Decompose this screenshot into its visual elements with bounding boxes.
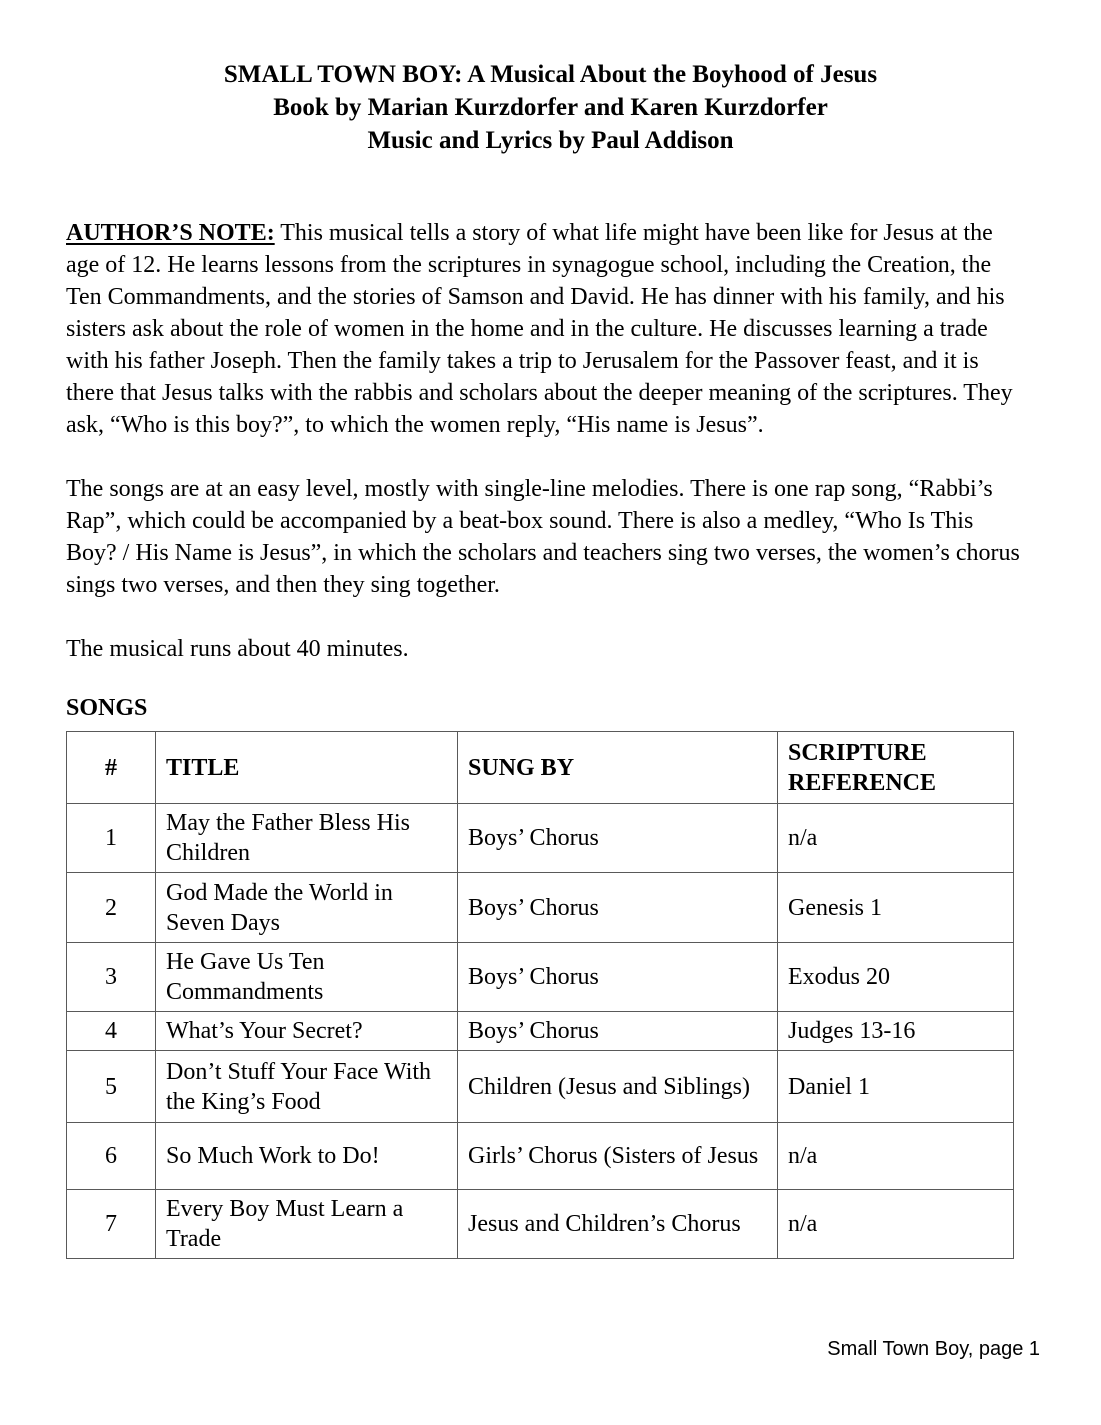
header-title: TITLE	[156, 732, 458, 804]
header-scripture-reference: SCRIPTURE REFERENCE	[778, 732, 1014, 804]
document-title-line-3: Music and Lyrics by Paul Addison	[367, 127, 734, 154]
song-number: 4	[67, 1012, 156, 1051]
song-title: Don’t Stuff Your Face With the King’s Food	[156, 1051, 458, 1123]
song-sung-by: Jesus and Children’s Chorus	[458, 1190, 778, 1259]
song-title: Every Boy Must Learn a Trade	[156, 1190, 458, 1259]
table-row	[67, 1051, 1014, 1123]
song-scripture: Exodus 20	[778, 943, 1014, 1012]
song-sung-by: Boys’ Chorus	[458, 943, 778, 1012]
song-sung-by: Girls’ Chorus (Sisters of Jesus	[458, 1123, 778, 1190]
table-row	[67, 943, 1014, 1012]
table-row	[67, 1012, 1014, 1051]
song-number: 1	[67, 804, 156, 873]
table-row	[67, 804, 1014, 873]
song-scripture: Judges 13-16	[778, 1012, 1014, 1051]
song-title: So Much Work to Do!	[156, 1123, 458, 1190]
document-title-line-1: SMALL TOWN BOY: A Musical About the Boyhood of Jesus	[223, 61, 878, 88]
song-scripture: Daniel 1	[778, 1051, 1014, 1123]
song-sung-by: Boys’ Chorus	[458, 1012, 778, 1051]
songs-description-paragraph: The songs are at an easy level, mostly with single-line melodies. There is one rap song, “Rabbi’s Rap”, which could be accompanied by a beat-box sound. There is also a medley, “Who Is This Boy? / His Name is Jesus”, in which the scholars and teachers sing two verses, the women’s chorus sings two verses, and then they sing together.	[66, 476, 1020, 598]
song-number: 6	[67, 1123, 156, 1190]
song-sung-by: Boys’ Chorus	[458, 873, 778, 943]
song-number: 2	[67, 873, 156, 943]
page-footer: Small Town Boy, page 1	[827, 1338, 1040, 1360]
song-sung-by: Children (Jesus and Siblings)	[458, 1051, 778, 1123]
song-title: He Gave Us Ten Commandments	[156, 943, 458, 1012]
songs-heading: SONGS	[66, 695, 148, 721]
song-scripture: Genesis 1	[778, 873, 1014, 943]
header-number: #	[67, 732, 156, 804]
songs-table	[66, 731, 1014, 1259]
song-title: God Made the World in Seven Days	[156, 873, 458, 943]
song-scripture: n/a	[778, 1190, 1014, 1259]
runtime-paragraph: The musical runs about 40 minutes.	[66, 636, 409, 662]
song-sung-by: Boys’ Chorus	[458, 804, 778, 873]
document-title-line-2: Book by Marian Kurzdorfer and Karen Kurzdorfer	[273, 94, 828, 121]
song-scripture: n/a	[778, 1123, 1014, 1190]
authors-note-paragraph	[66, 217, 1026, 441]
song-number: 7	[67, 1190, 156, 1259]
song-number: 5	[67, 1051, 156, 1123]
authors-note-text: This musical tells a story of what life might have been like for Jesus at the age of 12. He learns lessons from the scriptures in synagogue school, including the Creation, the Ten Commandments, and the stories of Samson and David. He has dinner with his family, and his sisters ask about the role of women in the home and in the culture. He discusses learning a trade with his father Joseph. Then the family takes a trip to Jerusalem for the Passover feast, and it is there that Jesus talks with the rabbis and scholars about the deeper meaning of the scriptures. They ask, “Who is this boy?”, to which the women reply, “His name is Jesus”.	[66, 220, 1013, 438]
authors-note-label: AUTHOR’S NOTE:	[66, 220, 275, 246]
table-row	[67, 1190, 1014, 1259]
song-title: May the Father Bless His Children	[156, 804, 458, 873]
table-row	[67, 873, 1014, 943]
song-scripture: n/a	[778, 804, 1014, 873]
table-row	[67, 1123, 1014, 1190]
song-number: 3	[67, 943, 156, 1012]
document-title-block	[66, 58, 1035, 157]
header-sung-by: SUNG BY	[458, 732, 778, 804]
song-title: What’s Your Secret?	[156, 1012, 458, 1051]
table-header-row	[67, 732, 1014, 804]
